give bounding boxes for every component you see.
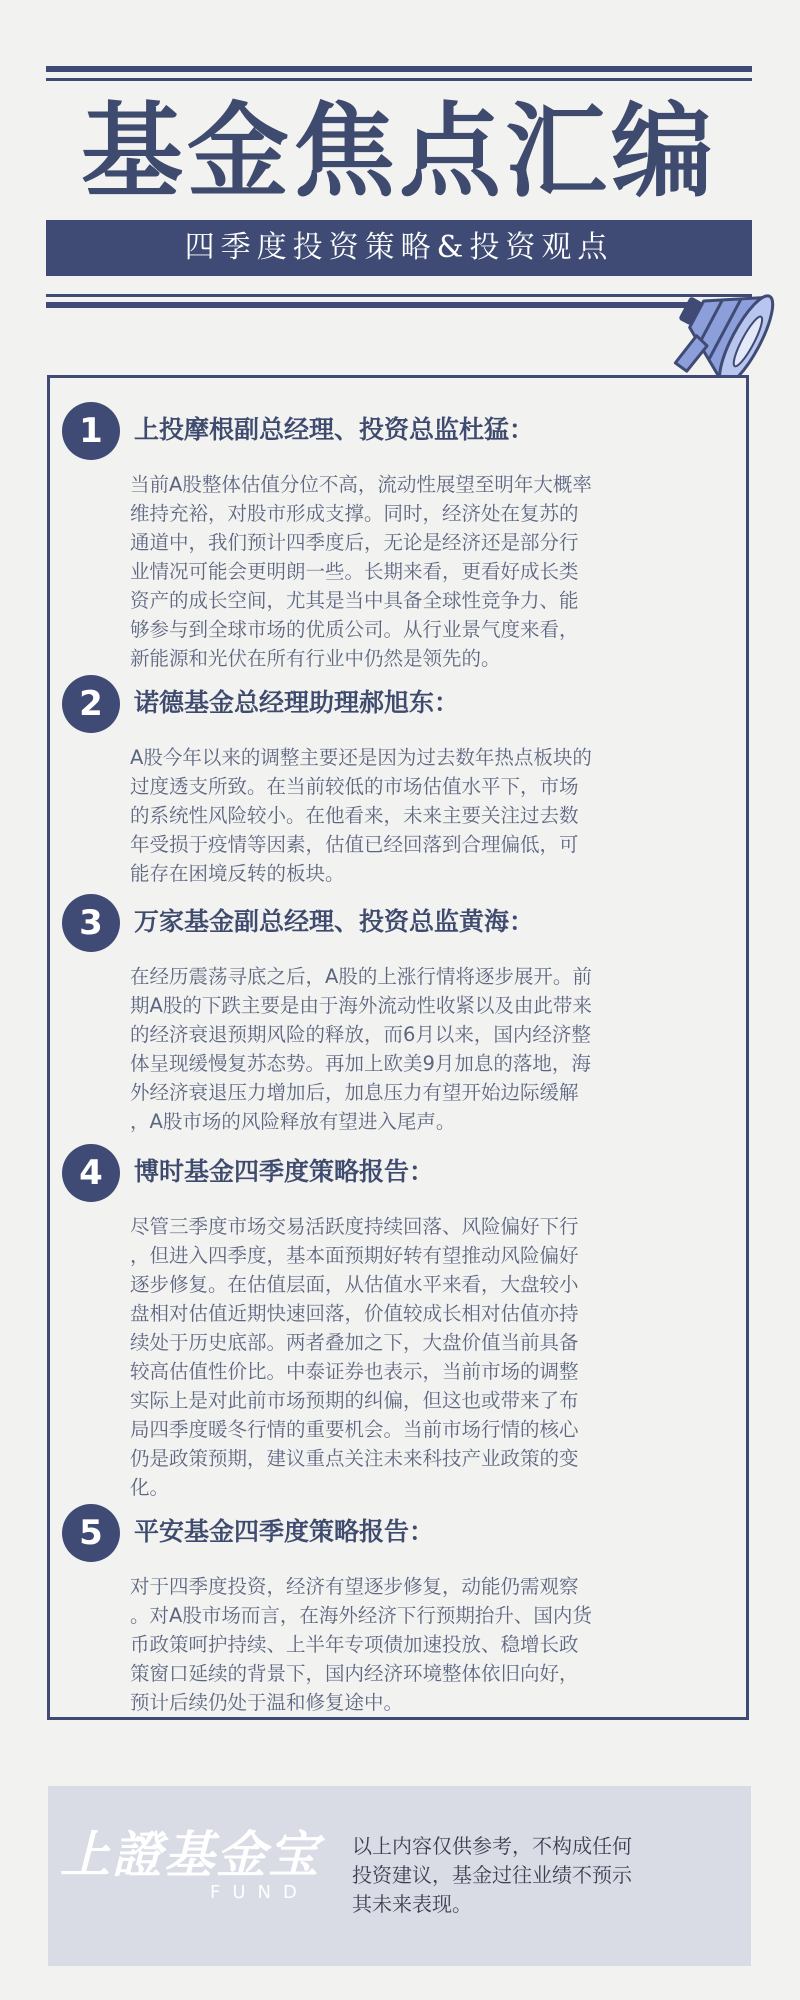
footer-panel bbox=[48, 1786, 751, 1966]
mid-rule-thin bbox=[46, 294, 752, 297]
brand-logo bbox=[60, 1820, 360, 1920]
section-heading: 万家基金副总经理、投资总监黄海： bbox=[134, 907, 535, 936]
mid-rule-thick bbox=[46, 302, 752, 308]
section-number-badge: 5 bbox=[62, 1504, 120, 1562]
section-number-badge: 2 bbox=[62, 675, 120, 733]
section-body: 在经历震荡寻底之后，A股的上涨行情将逐步展开。前 期A股的下跌主要是由于海外流动性收紧以及由此带来 的经济衰退预期风险的释放，而6月以来，国内经济整 体呈现缓慢复苏态势。再加上欧美9月加息的落地，海 外经济衰退压力增加后，加息压力有望开始边际缓解 ，A股市场的风险释放有望进入尾声。 bbox=[130, 965, 592, 1133]
page-title: 基金焦点汇编 bbox=[81, 92, 717, 212]
section-number-badge: 1 bbox=[62, 402, 120, 460]
top-rule-thin bbox=[46, 78, 752, 81]
section-body: 对于四季度投资，经济有望逐步修复，动能仍需观察 。对A股市场而言，在海外经济下行预期抬升、国内货 币政策呵护持续、上半年专项债加速投放、稳增长政 策窗口延续的背景下，国内经济环境整体依旧向好， 预计后续仍处于温和修复途中。 bbox=[130, 1575, 592, 1714]
section-body: A股今年以来的调整主要还是因为过去数年热点板块的 过度透支所致。在当前较低的市场估值水平下，市场 的系统性风险较小。在他看来，未来主要关注过去数 年受损于疫情等因素，估值已经回落到合理偏低，可 能存在困境反转的板块。 bbox=[130, 746, 592, 885]
section-number-badge: 3 bbox=[62, 894, 120, 952]
section-heading: 平安基金四季度策略报告： bbox=[134, 1517, 435, 1546]
section-number-badge: 4 bbox=[62, 1144, 120, 1202]
section-heading: 诺德基金总经理助理郝旭东： bbox=[134, 688, 460, 717]
subtitle-banner: 四季度投资策略&投资观点 bbox=[46, 220, 752, 276]
brand-logo-text: 上證基金宝 bbox=[60, 1826, 320, 1884]
section-body: 尽管三季度市场交易活跃度持续回落、风险偏好下行 ，但进入四季度，基本面预期好转有望推动风险偏好 逐步修复。在估值层面，从估值水平来看，大盘较小 盘相对估值近期快速回落，价值较成长相对估值亦持 续处于历史底部。两者叠加之下，大盘价值当前具备 较高估值性价比。中泰证券也表示，当前市场的调整 实际上是对此前市场预期的纠偏，但这也或带来了布 局四季度暖冬行情的重要机会。当前市场行情的核心 仍是政策预期，建议重点关注未来科技产业政策的变 化。 bbox=[130, 1215, 579, 1499]
section-heading: 博时基金四季度策略报告： bbox=[134, 1157, 435, 1186]
brand-logo-subtext: FUND bbox=[210, 1882, 309, 1903]
top-rule-thick bbox=[46, 66, 752, 72]
section-body: 当前A股整体估值分位不高，流动性展望至明年大概率 维持充裕，对股市形成支撑。同时，经济处在复苏的 通道中，我们预计四季度后，无论是经济还是部分行 业情况可能会更明朗一些。长期来看，更看好成长类 资产的成长空间，尤其是当中具备全球性竞争力、能 够参与到全球市场的优质公司。从行业景气度来看， 新能源和光伏在所有行业中仍然是领先的。 bbox=[130, 473, 592, 670]
disclaimer-text: 以上内容仅供参考，不构成任何 投资建议，基金过往业绩不预示 其未来表现。 bbox=[352, 1834, 632, 1916]
section-heading: 上投摩根副总经理、投资总监杜猛： bbox=[134, 415, 535, 444]
